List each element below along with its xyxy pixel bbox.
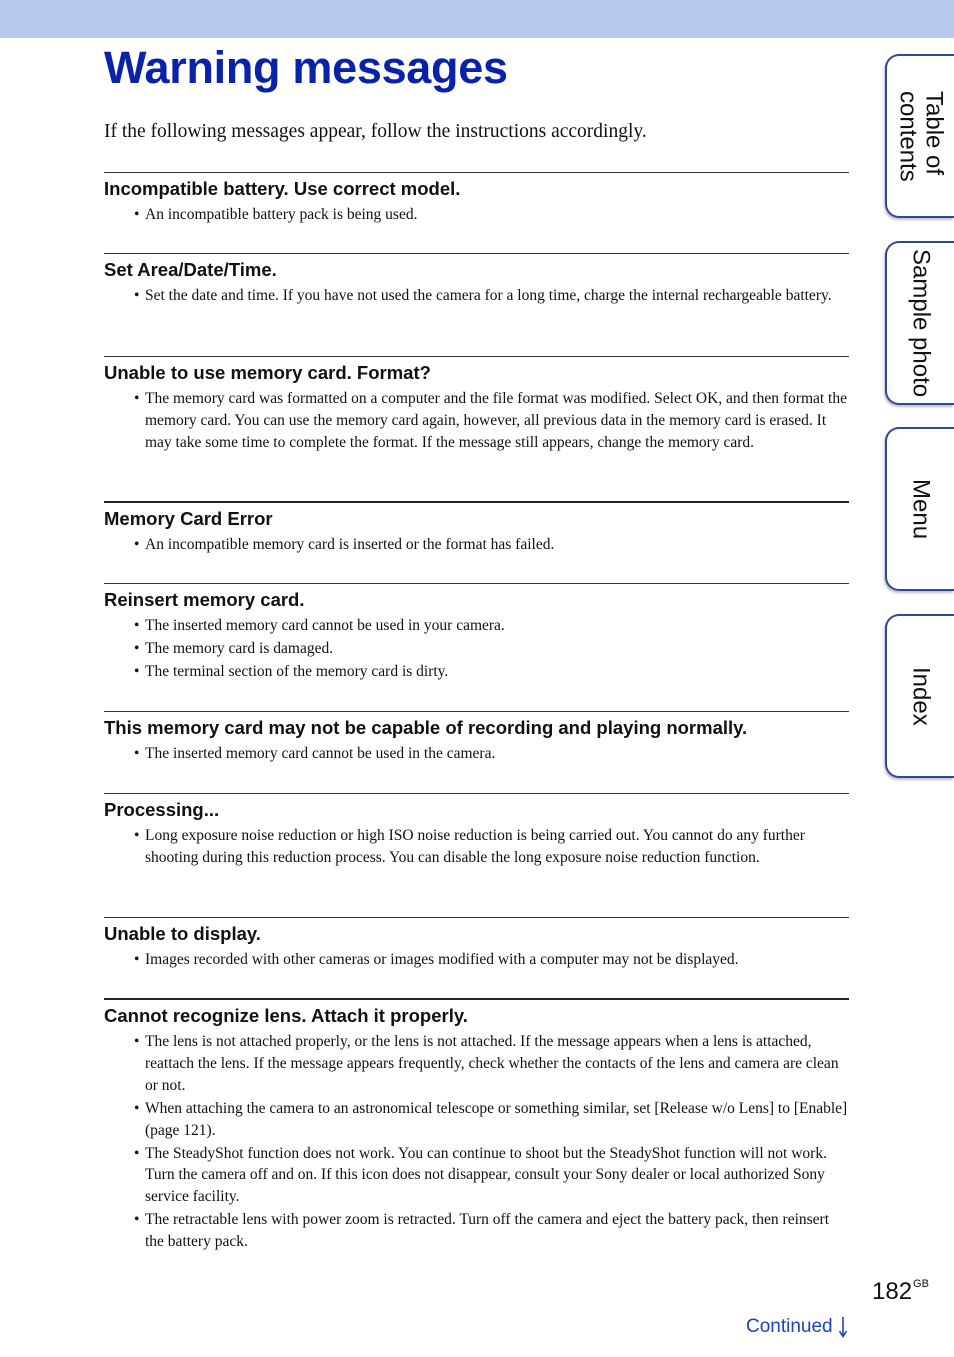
message-heading: Reinsert memory card. <box>104 589 305 610</box>
top-band <box>0 0 954 38</box>
detail-item: • The inserted memory card cannot be used in the camera. <box>104 743 849 765</box>
message-heading: This memory card may not be capable of recording and playing normally. <box>104 717 748 738</box>
tab-sample-photo[interactable] <box>885 241 954 405</box>
message-heading: Unable to use memory card. Format? <box>104 362 431 383</box>
page-number-value: 182 <box>872 1278 913 1305</box>
message-details <box>104 1031 849 1253</box>
page-number-suffix: GB <box>913 1278 929 1290</box>
message-section <box>104 253 849 356</box>
detail-item: • An incompatible battery pack is being used. <box>104 204 849 226</box>
message-heading: Unable to display. <box>104 923 261 944</box>
message-section <box>104 583 849 711</box>
detail-item: • The memory card was formatted on a computer and the file format was modified. Select OK, and then format the memory card. You can use the memory card again, however, all previous data in the memory card is erased. It may take some time to complete the format. If the message still appears, change the memory card. <box>104 388 849 453</box>
message-details <box>104 743 849 765</box>
message-details <box>104 825 849 869</box>
detail-item: • Set the date and time. If you have not used the camera for a long time, charge the internal rechargeable battery. <box>104 285 849 307</box>
page-number <box>872 1278 929 1306</box>
detail-item: • The terminal section of the memory card is dirty. <box>104 661 849 683</box>
detail-item: • When attaching the camera to an astronomical telescope or something similar, set [Release w/o Lens] to [Enable] (page 121). <box>104 1098 849 1142</box>
detail-item: • The memory card is damaged. <box>104 638 849 660</box>
detail-item: • The SteadyShot function does not work. You can continue to shoot but the SteadyShot function will not work. Turn the camera off and on. If this icon does not disappear, consult your Sony dealer or local authorized Sony service facility. <box>104 1143 849 1208</box>
message-details <box>104 534 849 556</box>
message-details <box>104 388 849 453</box>
tab-menu[interactable] <box>885 427 954 591</box>
message-heading: Cannot recognize lens. Attach it properly. <box>104 1005 468 1026</box>
message-details <box>104 949 849 971</box>
message-section <box>104 501 849 583</box>
tab-index[interactable] <box>885 614 954 778</box>
detail-item: • Long exposure noise reduction or high ISO noise reduction is being carried out. You cannot do any further shooting during this reduction process. You can disable the long exposure noise reduction function. <box>104 825 849 869</box>
detail-item: • An incompatible memory card is inserted or the format has failed. <box>104 534 849 556</box>
detail-item: • Images recorded with other cameras or images modified with a computer may not be displayed. <box>104 949 849 971</box>
page-title: Warning messages <box>104 42 508 93</box>
message-heading: Processing... <box>104 799 220 820</box>
message-heading: Set Area/Date/Time. <box>104 259 277 280</box>
messages-list <box>104 172 849 1253</box>
detail-item: • The lens is not attached properly, or the lens is not attached. If the message appears when a lens is attached, reattach the lens. If the message appears frequently, check whether the contacts of the lens and camera are clean or not. <box>104 1031 849 1096</box>
intro-text: If the following messages appear, follow the instructions accordingly. <box>104 121 647 142</box>
arrow-down-icon <box>838 1316 848 1338</box>
tab-table-of-contents[interactable] <box>885 54 954 218</box>
message-details <box>104 285 849 307</box>
message-section <box>104 793 849 917</box>
detail-item: • The retractable lens with power zoom is retracted. Turn off the camera and eject the battery pack, then reinsert the battery pack. <box>104 1209 849 1253</box>
continued-link[interactable] <box>746 1316 848 1338</box>
message-section <box>104 356 849 501</box>
message-section <box>104 998 849 1253</box>
message-heading: Memory Card Error <box>104 508 273 529</box>
message-section <box>104 172 849 253</box>
tab-label: Table of contents <box>894 90 948 182</box>
message-section <box>104 711 849 793</box>
continued-label: Continued <box>746 1316 833 1337</box>
tab-label: Sample photo <box>907 248 935 398</box>
message-details <box>104 615 849 683</box>
message-heading: Incompatible battery. Use correct model. <box>104 178 461 199</box>
message-details <box>104 204 849 226</box>
tab-label: Menu <box>907 478 935 540</box>
tab-label: Index <box>907 666 935 726</box>
detail-item: • The inserted memory card cannot be used in your camera. <box>104 615 849 637</box>
message-section <box>104 917 849 998</box>
